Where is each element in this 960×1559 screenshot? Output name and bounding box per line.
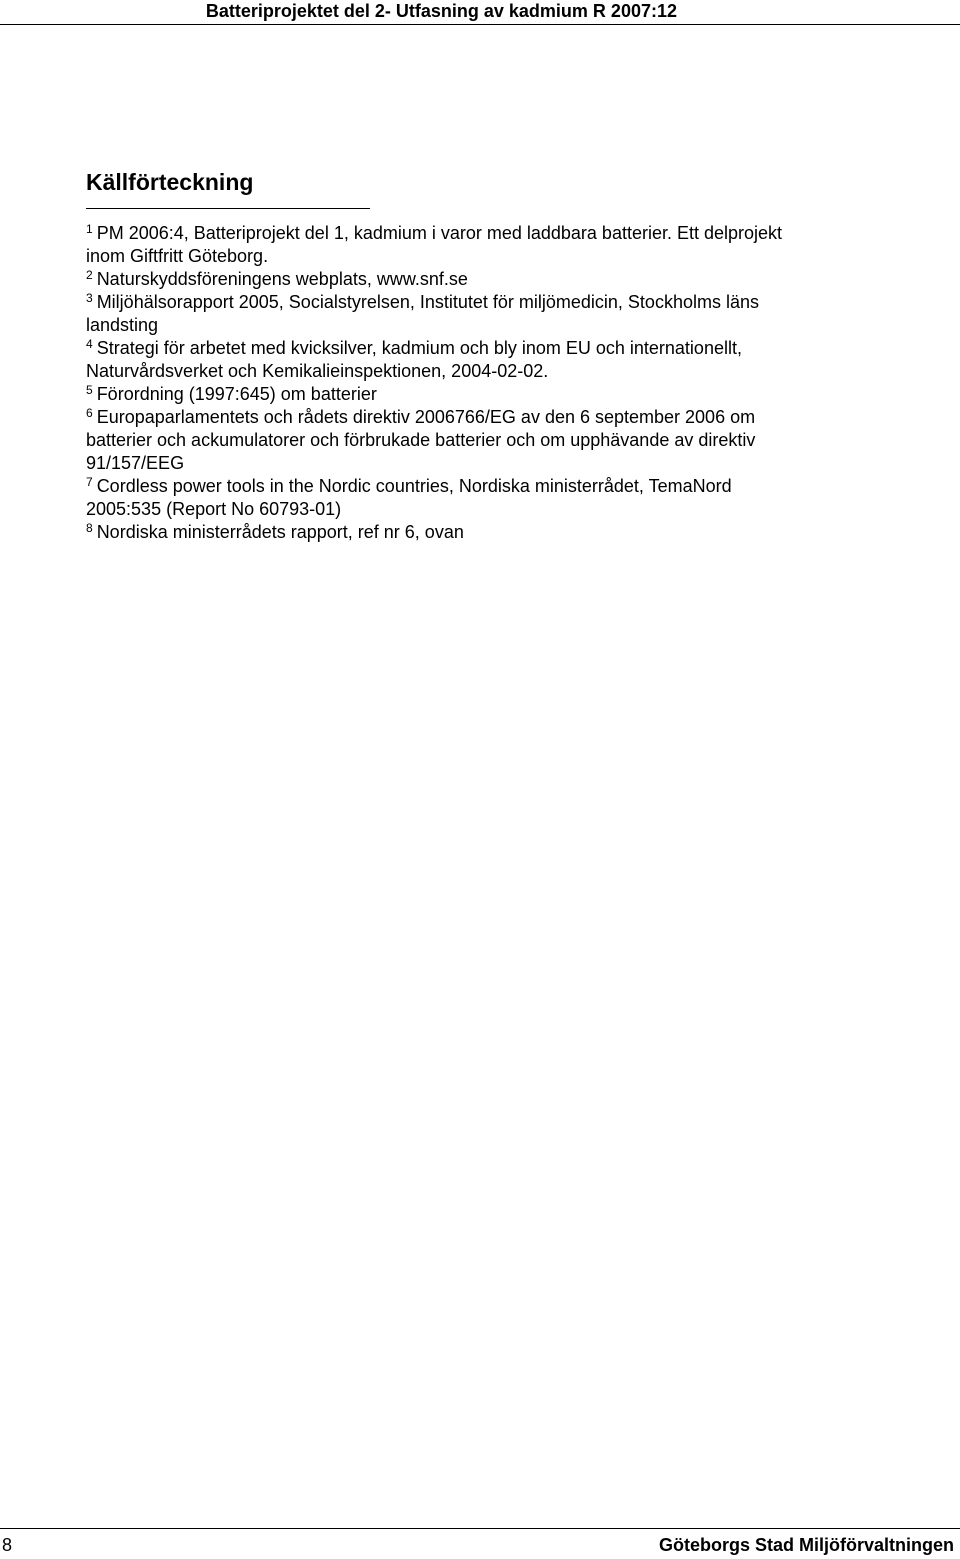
footnote-text-continued: inom Giftfritt Göteborg. <box>86 246 269 266</box>
footnote-text: Europaparlamentets och rådets direktiv 2006766/EG av den 6 september 2006 om <box>96 407 756 427</box>
footnote-3 <box>86 291 846 337</box>
footnote-number: 2 <box>86 268 93 282</box>
running-footer <box>0 1528 960 1559</box>
page-number: 8 <box>2 1535 13 1555</box>
footnote-list <box>86 222 846 544</box>
footer-organization: Göteborgs Stad Miljöförvaltningen <box>658 1535 954 1555</box>
footnote-text: Förordning (1997:645) om batterier <box>96 384 377 404</box>
footnote-text: Cordless power tools in the Nordic countries, Nordiska ministerrådet, TemaNord <box>96 476 732 496</box>
footnote-text: PM 2006:4, Batteriprojekt del 1, kadmium i varor med laddbara batterier. Ett delprojekt <box>96 223 783 243</box>
running-header <box>0 0 960 25</box>
footnote-6 <box>86 406 846 475</box>
footnote-text-continued: 2005:535 (Report No 60793-01) <box>86 499 342 519</box>
section-title: Källförteckning <box>86 169 254 195</box>
footnote-8 <box>86 521 846 544</box>
footnote-text-continued: batterier och ackumulatorer och förbrukade batterier och om upphävande av direktiv <box>86 430 756 450</box>
footnote-text-continued: 91/157/EEG <box>86 453 185 473</box>
footnote-1 <box>86 222 846 268</box>
footnote-4 <box>86 337 846 383</box>
footnote-7 <box>86 475 846 521</box>
document-title: Batteriprojektet del 2- Utfasning av kadmium R 2007:12 <box>205 1 677 21</box>
footnote-text: Miljöhälsorapport 2005, Socialstyrelsen, Institutet för miljömedicin, Stockholms läns <box>96 292 759 312</box>
footnote-2 <box>86 268 846 291</box>
footnote-text-continued: Naturvårdsverket och Kemikalieinspektionen, 2004-02-02. <box>86 361 549 381</box>
footnote-number: 8 <box>86 521 93 535</box>
footnote-number: 5 <box>86 383 93 397</box>
footnote-text-continued: landsting <box>86 315 159 335</box>
footnote-5 <box>86 383 846 406</box>
footnote-number: 3 <box>86 291 93 305</box>
footnote-number: 7 <box>86 475 93 489</box>
footnote-text: Nordiska ministerrådets rapport, ref nr 6, ovan <box>96 522 464 542</box>
footnote-text: Strategi för arbetet med kvicksilver, kadmium och bly inom EU och internationellt, <box>96 338 742 358</box>
footnote-number: 1 <box>86 222 93 236</box>
footnote-number: 6 <box>86 406 93 420</box>
footnote-number: 4 <box>86 337 93 351</box>
footnote-separator <box>86 208 370 209</box>
footnote-text: Naturskyddsföreningens webplats, www.snf.se <box>96 269 468 289</box>
